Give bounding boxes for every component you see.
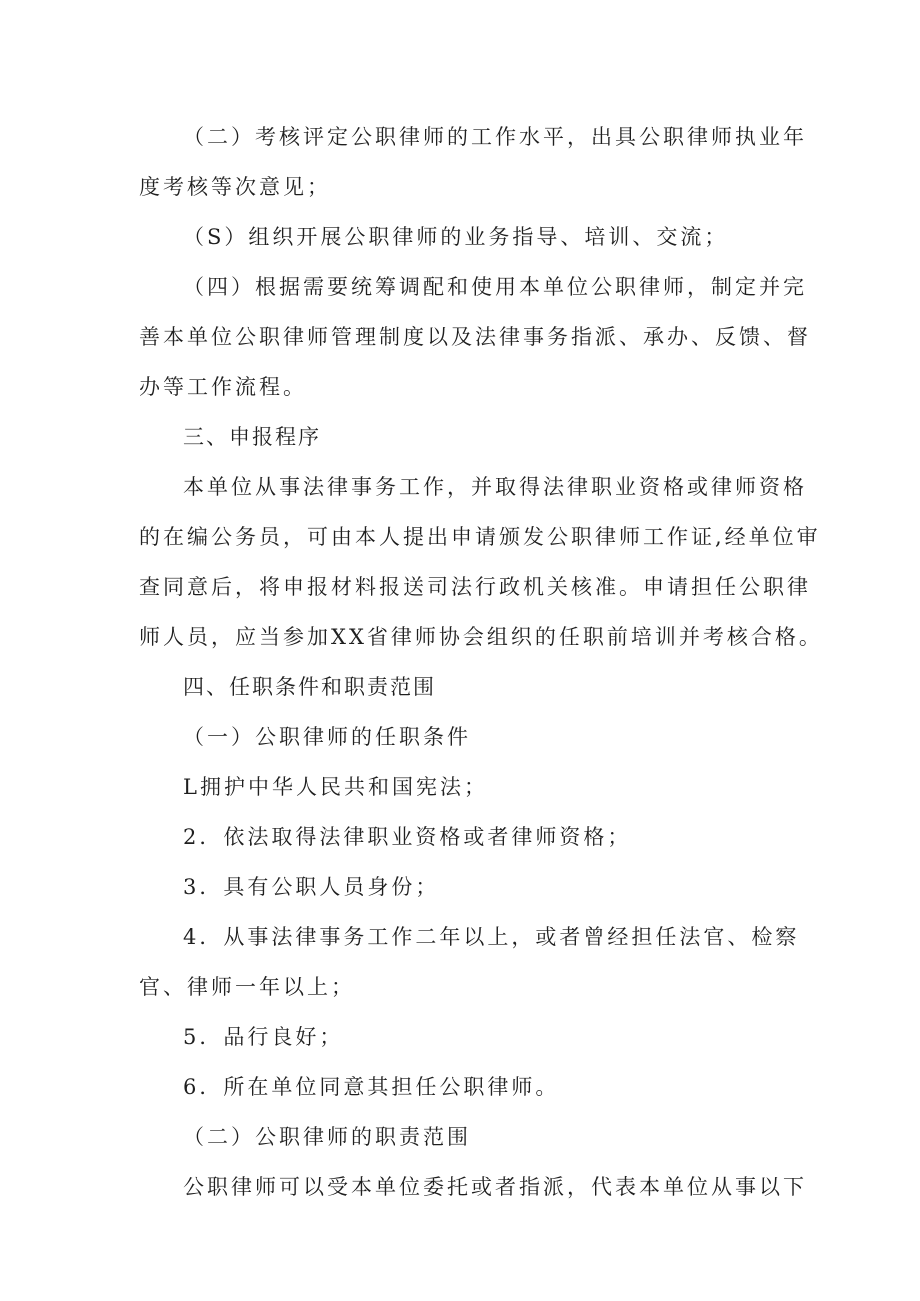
para4-line3: 查同意后，将申报材料报送司法行政机关核准。申请担任公职律 bbox=[139, 575, 811, 599]
para1-line2: 度考核等次意见； bbox=[139, 175, 331, 199]
item4-line1: 4．从事法律事务工作二年以上，或者曾经担任法官、检察 bbox=[183, 925, 800, 949]
para1-line1: （二）考核评定公职律师的工作水平，出具公职律师执业年 bbox=[183, 125, 807, 149]
para4-line4: 师人员，应当参加XX省律师协会组织的任职前培训并考核合格。 bbox=[139, 625, 823, 649]
item1: L拥护中华人民共和国宪法； bbox=[183, 775, 488, 799]
item3: 3．具有公职人员身份； bbox=[183, 875, 440, 899]
item5: 5．品行良好； bbox=[183, 1025, 344, 1049]
para3-line2: 善本单位公职律师管理制度以及法律事务指派、承办、反馈、督 bbox=[139, 325, 811, 349]
para3-line3: 办等工作流程。 bbox=[139, 375, 307, 399]
section4-heading: 四、任职条件和职责范围 bbox=[183, 675, 436, 699]
item2: 2．依法取得法律职业资格或者律师资格； bbox=[183, 825, 632, 849]
sub2-heading: （二）公职律师的职责范围 bbox=[183, 1125, 471, 1149]
item6: 6．所在单位同意其担任公职律师。 bbox=[183, 1075, 560, 1099]
para2-line1: （S）组织开展公职律师的业务指导、培训、交流； bbox=[183, 225, 729, 249]
item4-line2: 官、律师一年以上； bbox=[139, 975, 355, 999]
para4-line1: 本单位从事法律事务工作，并取得法律职业资格或律师资格 bbox=[183, 475, 807, 499]
section3-heading: 三、申报程序 bbox=[183, 425, 321, 449]
para3-line1: （四）根据需要统筹调配和使用本单位公职律师，制定并完 bbox=[183, 275, 807, 299]
para4-line2: 的在编公务员，可由本人提出申请颁发公职律师工作证,经单位审 bbox=[139, 525, 821, 549]
para5-line1: 公职律师可以受本单位委托或者指派，代表本单位从事以下 bbox=[183, 1175, 807, 1199]
sub1-heading: （一）公职律师的任职条件 bbox=[183, 725, 471, 749]
